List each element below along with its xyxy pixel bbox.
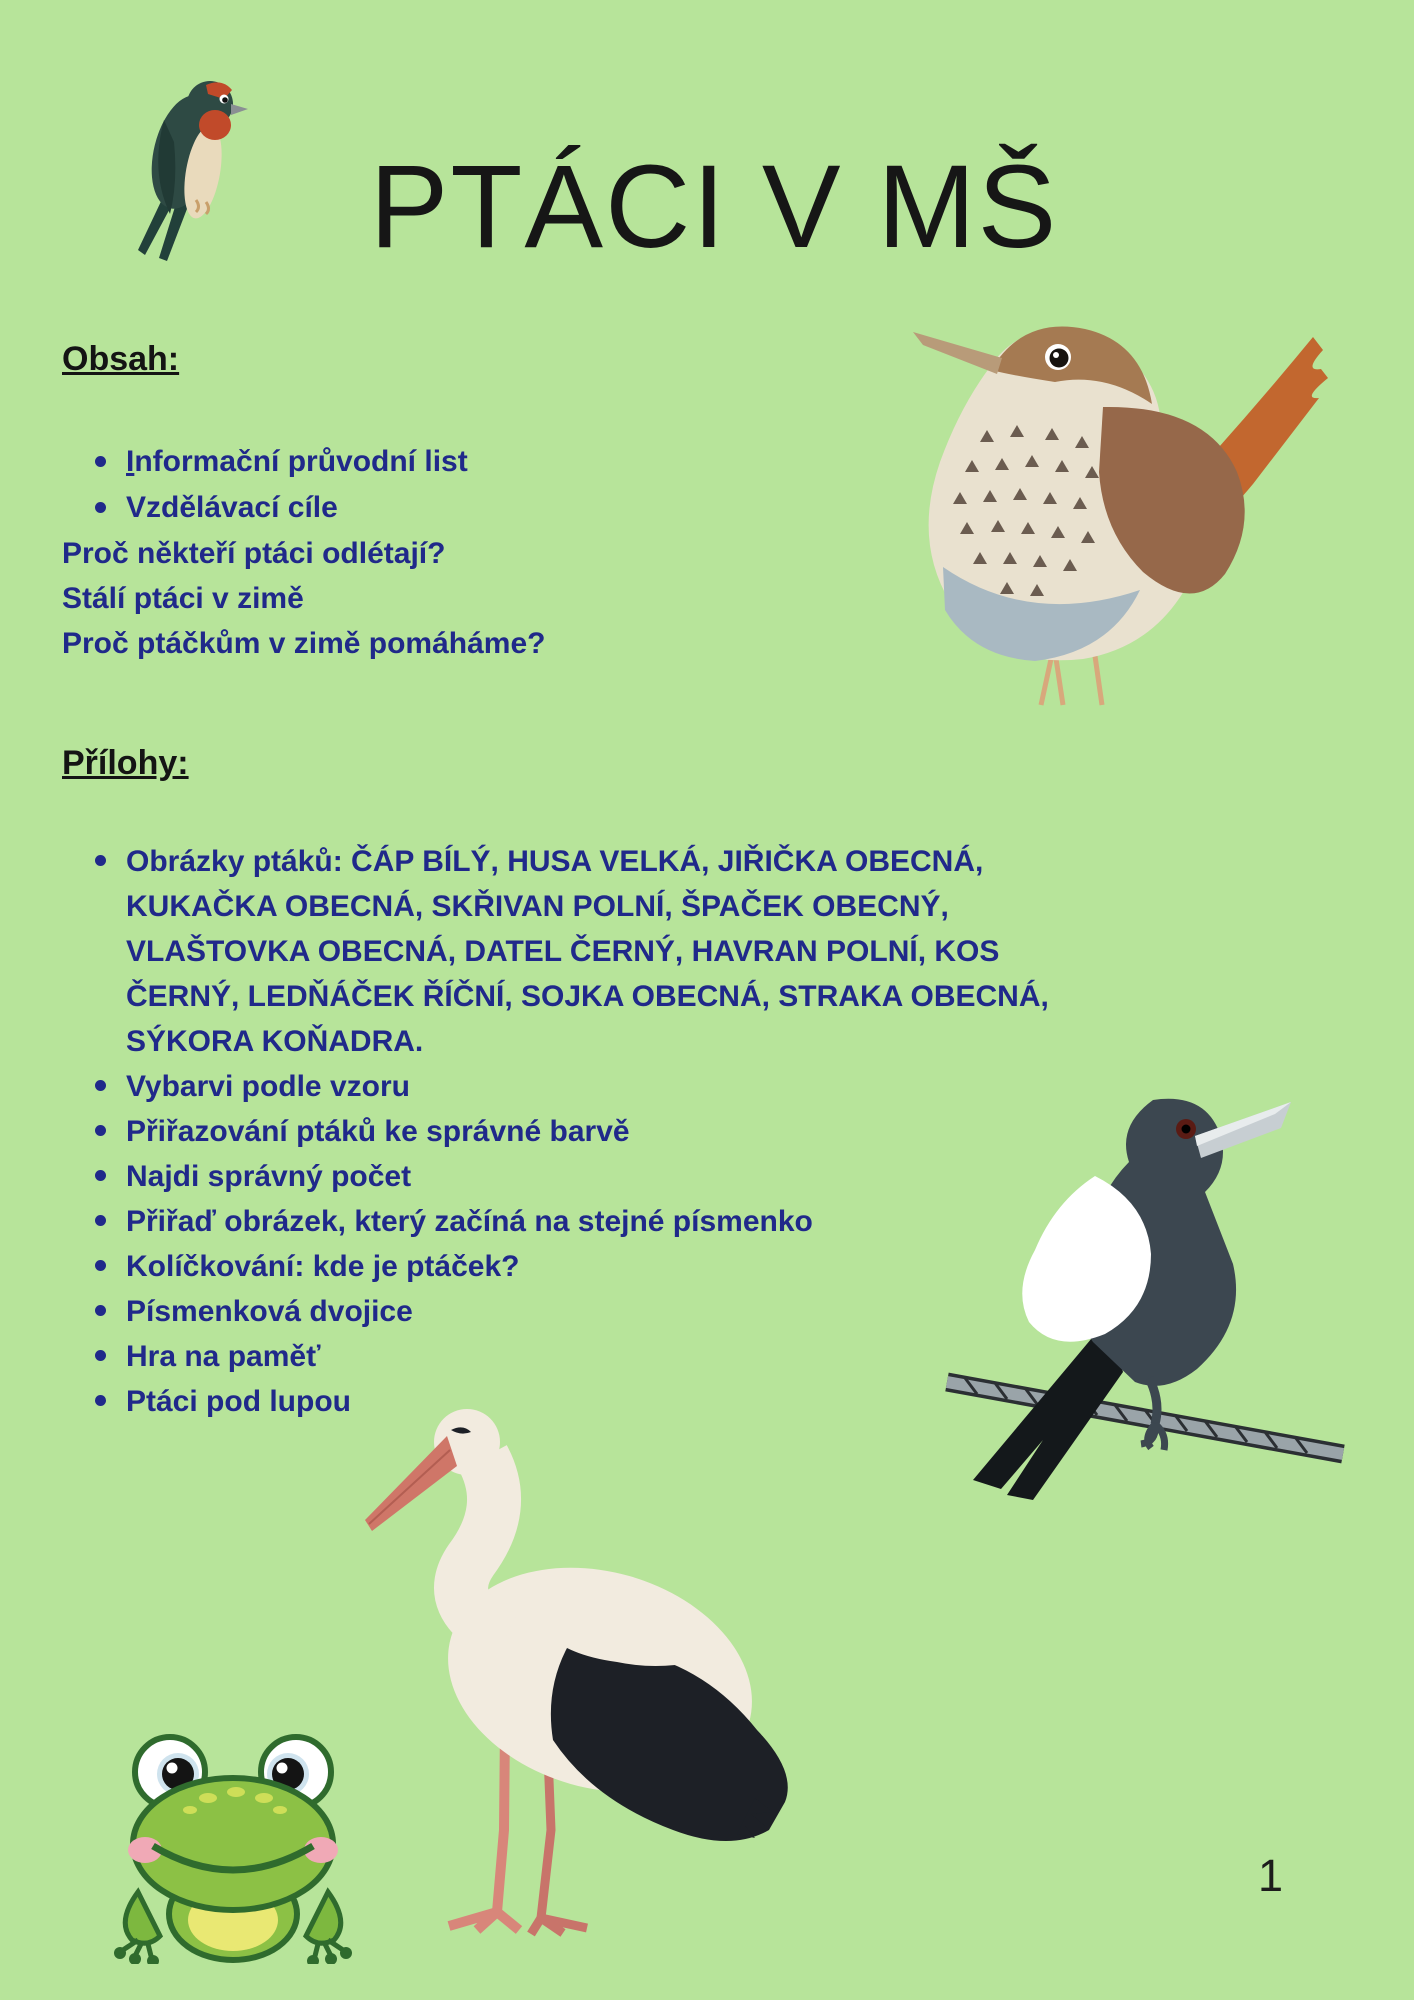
- list-item: Hra na paměť: [62, 1334, 1052, 1379]
- list-item: Obrázky ptáků: ČÁP BÍLÝ, HUSA VELKÁ, JIŘIČKA OBECNÁ, KUKAČKA OBECNÁ, SKŘIVAN POLNÍ, ŠPAČEK OBECNÝ, VLAŠTOVKA OBECNÁ, DATEL ČERNÝ, HAVRAN POLNÍ, KOS ČERNÝ, LEDŇÁČEK ŘÍČNÍ, SOJKA OBECNÁ, STRAKA OBECNÁ, SÝKORA KOŇADRA.: [62, 839, 1052, 1064]
- prilohy-heading: Přílohy:: [62, 744, 189, 782]
- obsah-plain-line: Proč někteří ptáci odlétají?: [62, 537, 446, 570]
- list-item: Vybarvi podle vzoru: [62, 1064, 1052, 1109]
- list-item: Přiřaď obrázek, který začíná na stejné písmenko: [62, 1199, 1052, 1244]
- page-number: 1: [1258, 1850, 1284, 1901]
- content-area: [62, 340, 1052, 1424]
- list-item: Vzdělávací cíle: [62, 485, 1052, 531]
- page-title: PTÁCI V MŠ: [369, 141, 1059, 274]
- obsah-list: [62, 439, 1052, 531]
- list-item: Ptáci pod lupou: [62, 1379, 1052, 1424]
- prilohy-list: [62, 839, 1052, 1424]
- white-stork-icon: [355, 1400, 815, 1945]
- list-item: Přiřazování ptáků ke správné barvě: [62, 1109, 1052, 1154]
- obsah-plain-line: Proč ptáčkům v zimě pomáháme?: [62, 627, 546, 660]
- obsah-heading: Obsah:: [62, 340, 180, 378]
- obsah-plain-line: Stálí ptáci v zimě: [62, 582, 304, 615]
- list-item: Kolíčkování: kde je ptáček?: [62, 1244, 1052, 1289]
- magpie-on-wire-icon: [945, 1082, 1345, 1507]
- list-item: Najdi správný počet: [62, 1154, 1052, 1199]
- list-item: Informační průvodní list: [62, 439, 1052, 485]
- list-item: Písmenková dvojice: [62, 1289, 1052, 1334]
- cartoon-frog-icon: [108, 1732, 358, 1964]
